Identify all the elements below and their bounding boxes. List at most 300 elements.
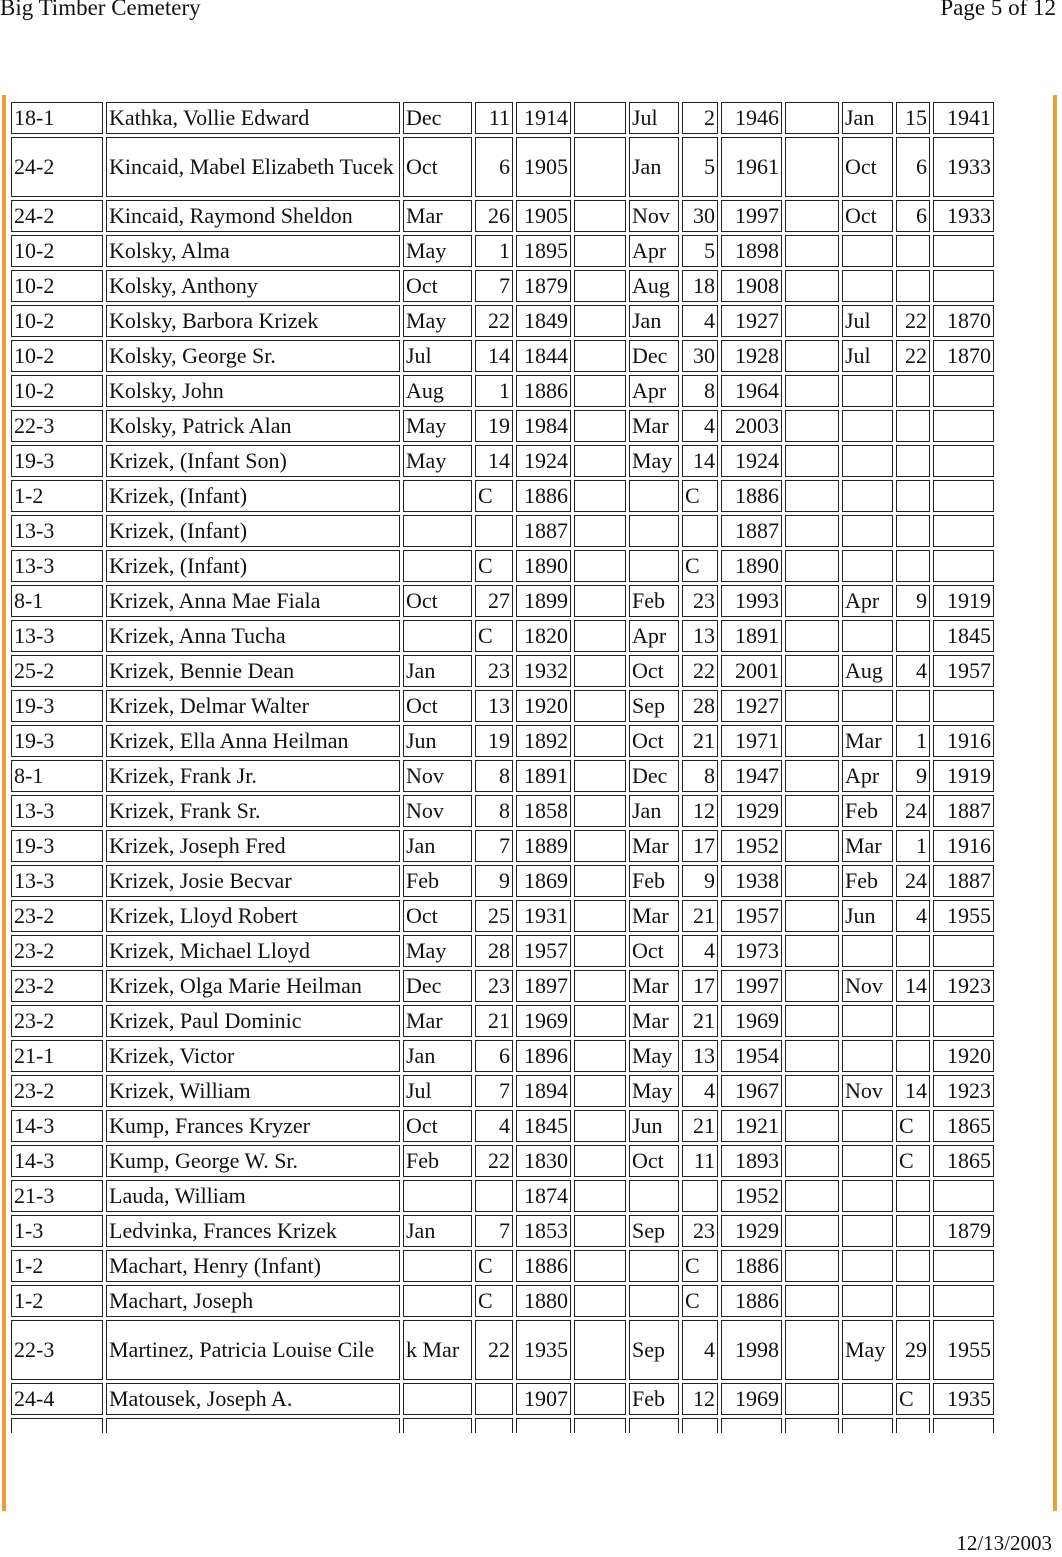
name-cell: Krizek, Michael Lloyd <box>106 935 400 967</box>
death-year-cell: 1924 <box>721 445 782 477</box>
name-cell: Martinez, Patricia Louise Cile <box>106 1320 400 1380</box>
marriage-year-cell: 1919 <box>933 585 994 617</box>
death-month-cell: Feb <box>629 585 679 617</box>
marriage-year-cell: 1870 <box>933 305 994 337</box>
marriage-day-cell: 1 <box>896 830 930 862</box>
plot-cell: 10-2 <box>11 235 103 267</box>
death-month-cell: Mar <box>629 1005 679 1037</box>
birth-month-cell: Jun <box>403 725 472 757</box>
table-row <box>11 550 994 582</box>
marriage-year-cell <box>933 515 994 547</box>
table-row <box>11 830 994 862</box>
death-month-cell: Jan <box>629 137 679 197</box>
marriage-year-cell: 1919 <box>933 760 994 792</box>
marriage-day-cell <box>896 1180 930 1212</box>
birth-month-cell <box>403 480 472 512</box>
death-year-cell: 1973 <box>721 935 782 967</box>
marriage-day-cell: C <box>896 1145 930 1177</box>
spacer-cell <box>785 515 839 547</box>
death-day-cell: C <box>682 550 718 582</box>
birth-year-cell: 1932 <box>516 655 571 687</box>
spacer-cell <box>785 795 839 827</box>
birth-day-cell: 26 <box>475 200 513 232</box>
spacer-cell <box>785 305 839 337</box>
table-row <box>11 445 994 477</box>
name-cell: Matousek, Joseph A. <box>106 1383 400 1415</box>
birth-month-cell: Dec <box>403 970 472 1002</box>
death-day-cell: 22 <box>682 655 718 687</box>
marriage-year-cell: 1865 <box>933 1145 994 1177</box>
plot-cell: 23-2 <box>11 900 103 932</box>
birth-year-cell: 1880 <box>516 1285 571 1317</box>
death-day-cell <box>682 1180 718 1212</box>
plot-cell: 22-3 <box>11 1320 103 1380</box>
death-year-cell: 1890 <box>721 550 782 582</box>
marriage-year-cell <box>933 375 994 407</box>
death-month-cell: Feb <box>629 1383 679 1415</box>
birth-day-cell: 14 <box>475 340 513 372</box>
name-cell: Kolsky, George Sr. <box>106 340 400 372</box>
death-day-cell: 13 <box>682 620 718 652</box>
plot-cell: 13-3 <box>11 865 103 897</box>
spacer-cell <box>574 795 626 827</box>
death-month-cell: Apr <box>629 620 679 652</box>
birth-year-cell: 1905 <box>516 200 571 232</box>
spacer-cell <box>785 690 839 722</box>
marriage-year-cell <box>933 270 994 302</box>
death-month-cell: Sep <box>629 1320 679 1380</box>
birth-year-cell: 1849 <box>516 305 571 337</box>
name-cell: Krizek, (Infant Son) <box>106 445 400 477</box>
birth-year-cell: 1886 <box>516 375 571 407</box>
table-row <box>11 235 994 267</box>
death-year-cell: 1927 <box>721 305 782 337</box>
plot-cell: 24-2 <box>11 137 103 197</box>
birth-month-cell: Nov <box>403 760 472 792</box>
birth-year-cell: 1845 <box>516 1110 571 1142</box>
spacer-cell <box>574 690 626 722</box>
death-day-cell: 11 <box>682 1145 718 1177</box>
birth-year-cell: 1897 <box>516 970 571 1002</box>
spacer-cell <box>785 1215 839 1247</box>
spacer-cell <box>574 137 626 197</box>
name-cell: Krizek, Bennie Dean <box>106 655 400 687</box>
plot-cell: 10-2 <box>11 340 103 372</box>
birth-day-cell: 6 <box>475 137 513 197</box>
birth-year-cell: 1957 <box>516 935 571 967</box>
name-cell: Krizek, Victor <box>106 1040 400 1072</box>
death-year-cell: 1961 <box>721 137 782 197</box>
spacer-cell <box>785 585 839 617</box>
marriage-month-cell <box>842 620 893 652</box>
marriage-year-cell: 1887 <box>933 795 994 827</box>
marriage-month-cell: Nov <box>842 1075 893 1107</box>
spacer-cell <box>785 865 839 897</box>
table-row <box>11 410 994 442</box>
spacer-cell <box>574 760 626 792</box>
plot-cell: 18-1 <box>11 102 103 134</box>
spacer-cell <box>574 1285 626 1317</box>
death-day-cell: 14 <box>682 445 718 477</box>
death-month-cell <box>629 480 679 512</box>
spacer-cell <box>785 1005 839 1037</box>
marriage-year-cell: 1955 <box>933 900 994 932</box>
spacer-cell <box>574 655 626 687</box>
marriage-year-cell <box>933 235 994 267</box>
death-day-cell: 21 <box>682 725 718 757</box>
spacer-cell <box>785 760 839 792</box>
name-cell: Kump, Frances Kryzer <box>106 1110 400 1142</box>
marriage-day-cell <box>896 410 930 442</box>
marriage-day-cell <box>896 1040 930 1072</box>
marriage-day-cell: 22 <box>896 305 930 337</box>
death-year-cell: 1957 <box>721 900 782 932</box>
plot-cell: 13-3 <box>11 795 103 827</box>
marriage-day-cell <box>896 235 930 267</box>
marriage-month-cell <box>842 235 893 267</box>
birth-year-cell: 1984 <box>516 410 571 442</box>
spacer-cell <box>574 1110 626 1142</box>
birth-year-cell: 1920 <box>516 690 571 722</box>
spacer-cell <box>785 725 839 757</box>
plot-cell: 23-2 <box>11 935 103 967</box>
marriage-year-cell: 1887 <box>933 865 994 897</box>
death-month-cell: Nov <box>629 200 679 232</box>
birth-day-cell: C <box>475 550 513 582</box>
death-year-cell: 1964 <box>721 375 782 407</box>
marriage-month-cell: Oct <box>842 137 893 197</box>
birth-day-cell: 27 <box>475 585 513 617</box>
birth-month-cell: Oct <box>403 270 472 302</box>
marriage-day-cell: 4 <box>896 900 930 932</box>
birth-month-cell <box>403 1180 472 1212</box>
name-cell: Kolsky, Anthony <box>106 270 400 302</box>
plot-cell: 13-3 <box>11 550 103 582</box>
marriage-month-cell: Jun <box>842 900 893 932</box>
plot-cell: 23-2 <box>11 970 103 1002</box>
plot-cell: 14-3 <box>11 1110 103 1142</box>
marriage-year-cell: 1845 <box>933 620 994 652</box>
name-cell: Krizek, Ella Anna Heilman <box>106 725 400 757</box>
death-year-cell: 1997 <box>721 970 782 1002</box>
table-row <box>11 585 994 617</box>
marriage-day-cell: C <box>896 1110 930 1142</box>
birth-day-cell: 11 <box>475 102 513 134</box>
birth-year-cell: 1869 <box>516 865 571 897</box>
death-day-cell <box>682 515 718 547</box>
birth-month-cell: Oct <box>403 690 472 722</box>
birth-year-cell: 1907 <box>516 1383 571 1415</box>
birth-month-cell: Jan <box>403 655 472 687</box>
marriage-day-cell: 24 <box>896 865 930 897</box>
birth-year-cell: 1931 <box>516 900 571 932</box>
death-day-cell <box>682 1418 718 1433</box>
spacer-cell <box>785 137 839 197</box>
name-cell: Krizek, Anna Tucha <box>106 620 400 652</box>
marriage-month-cell: Mar <box>842 830 893 862</box>
birth-month-cell: May <box>403 410 472 442</box>
name-cell <box>106 1418 400 1433</box>
marriage-year-cell: 1916 <box>933 725 994 757</box>
plot-cell: 8-1 <box>11 585 103 617</box>
marriage-month-cell: Jul <box>842 305 893 337</box>
spacer-cell <box>574 1145 626 1177</box>
birth-month-cell: Aug <box>403 375 472 407</box>
birth-month-cell: Jan <box>403 1215 472 1247</box>
name-cell: Kathka, Vollie Edward <box>106 102 400 134</box>
marriage-day-cell <box>896 445 930 477</box>
spacer-cell <box>574 515 626 547</box>
marriage-day-cell <box>896 1005 930 1037</box>
table-row <box>11 270 994 302</box>
marriage-year-cell: 1865 <box>933 1110 994 1142</box>
birth-month-cell: Dec <box>403 102 472 134</box>
plot-cell: 14-3 <box>11 1145 103 1177</box>
death-year-cell: 1908 <box>721 270 782 302</box>
birth-day-cell: 21 <box>475 1005 513 1037</box>
death-day-cell: 13 <box>682 1040 718 1072</box>
plot-cell: 1-3 <box>11 1215 103 1247</box>
table-row <box>11 200 994 232</box>
birth-month-cell <box>403 515 472 547</box>
plot-cell: 21-3 <box>11 1180 103 1212</box>
spacer-cell <box>785 1383 839 1415</box>
death-month-cell: Feb <box>629 865 679 897</box>
death-year-cell: 1886 <box>721 1250 782 1282</box>
marriage-year-cell: 1870 <box>933 340 994 372</box>
marriage-day-cell: 1 <box>896 725 930 757</box>
spacer-cell <box>574 1040 626 1072</box>
marriage-month-cell <box>842 1250 893 1282</box>
plot-cell: 21-1 <box>11 1040 103 1072</box>
marriage-month-cell <box>842 445 893 477</box>
marriage-month-cell: Jan <box>842 102 893 134</box>
death-year-cell: 1928 <box>721 340 782 372</box>
name-cell: Krizek, Anna Mae Fiala <box>106 585 400 617</box>
death-month-cell: Mar <box>629 900 679 932</box>
spacer-cell <box>785 935 839 967</box>
table-row <box>11 1215 994 1247</box>
marriage-month-cell <box>842 1215 893 1247</box>
birth-year-cell: 1894 <box>516 1075 571 1107</box>
birth-day-cell: 14 <box>475 445 513 477</box>
death-month-cell: Mar <box>629 410 679 442</box>
marriage-month-cell: Feb <box>842 865 893 897</box>
birth-month-cell: Mar <box>403 1005 472 1037</box>
birth-day-cell: 22 <box>475 1145 513 1177</box>
name-cell: Krizek, (Infant) <box>106 550 400 582</box>
death-day-cell: 4 <box>682 935 718 967</box>
marriage-month-cell: Oct <box>842 200 893 232</box>
name-cell: Krizek, Joseph Fred <box>106 830 400 862</box>
plot-cell: 1-2 <box>11 1285 103 1317</box>
death-day-cell: 5 <box>682 137 718 197</box>
marriage-month-cell <box>842 1145 893 1177</box>
death-year-cell <box>721 1418 782 1433</box>
death-day-cell: C <box>682 1285 718 1317</box>
spacer-cell <box>785 1075 839 1107</box>
plot-cell: 23-2 <box>11 1075 103 1107</box>
death-month-cell: Apr <box>629 375 679 407</box>
spacer-cell <box>785 102 839 134</box>
death-month-cell: Jul <box>629 102 679 134</box>
marriage-year-cell: 1933 <box>933 200 994 232</box>
death-day-cell: 5 <box>682 235 718 267</box>
birth-day-cell: C <box>475 1285 513 1317</box>
marriage-year-cell <box>933 445 994 477</box>
spacer-cell <box>785 1040 839 1072</box>
death-year-cell: 1967 <box>721 1075 782 1107</box>
table-row <box>11 1005 994 1037</box>
marriage-day-cell <box>896 620 930 652</box>
name-cell: Krizek, Olga Marie Heilman <box>106 970 400 1002</box>
print-date: 12/13/2003 <box>956 1531 1052 1555</box>
marriage-day-cell: 24 <box>896 795 930 827</box>
marriage-month-cell <box>842 1005 893 1037</box>
name-cell: Kincaid, Raymond Sheldon <box>106 200 400 232</box>
marriage-year-cell: 1935 <box>933 1383 994 1415</box>
spacer-cell <box>785 1320 839 1380</box>
table-row <box>11 935 994 967</box>
spacer-cell <box>574 1075 626 1107</box>
spacer-cell <box>574 1180 626 1212</box>
marriage-year-cell: 1923 <box>933 1075 994 1107</box>
death-month-cell: Oct <box>629 725 679 757</box>
marriage-month-cell: Feb <box>842 795 893 827</box>
birth-day-cell: 22 <box>475 1320 513 1380</box>
marriage-year-cell <box>933 1418 994 1433</box>
spacer-cell <box>574 900 626 932</box>
marriage-month-cell <box>842 270 893 302</box>
marriage-month-cell <box>842 550 893 582</box>
plot-cell: 19-3 <box>11 690 103 722</box>
name-cell: Lauda, William <box>106 1180 400 1212</box>
burial-register-table <box>8 99 997 1436</box>
death-year-cell: 1898 <box>721 235 782 267</box>
table-row <box>11 305 994 337</box>
death-month-cell: May <box>629 1075 679 1107</box>
marriage-day-cell <box>896 550 930 582</box>
birth-year-cell: 1899 <box>516 585 571 617</box>
marriage-month-cell <box>842 375 893 407</box>
name-cell: Kolsky, Barbora Krizek <box>106 305 400 337</box>
marriage-day-cell <box>896 1215 930 1247</box>
death-year-cell: 1886 <box>721 480 782 512</box>
record-frame <box>2 95 1057 1511</box>
spacer-cell <box>574 830 626 862</box>
death-year-cell: 1927 <box>721 690 782 722</box>
birth-month-cell: Jan <box>403 830 472 862</box>
table-row <box>11 900 994 932</box>
spacer-cell <box>785 480 839 512</box>
marriage-day-cell: 14 <box>896 1075 930 1107</box>
birth-day-cell <box>475 1180 513 1212</box>
birth-day-cell: 7 <box>475 830 513 862</box>
birth-year-cell: 1969 <box>516 1005 571 1037</box>
spacer-cell <box>785 1110 839 1142</box>
name-cell: Kolsky, Alma <box>106 235 400 267</box>
birth-month-cell <box>403 1250 472 1282</box>
death-year-cell: 1969 <box>721 1383 782 1415</box>
birth-year-cell: 1935 <box>516 1320 571 1380</box>
table-row <box>11 725 994 757</box>
marriage-day-cell <box>896 935 930 967</box>
spacer-cell <box>574 102 626 134</box>
spacer-cell <box>785 410 839 442</box>
death-year-cell: 2003 <box>721 410 782 442</box>
marriage-month-cell: Apr <box>842 585 893 617</box>
spacer-cell <box>574 935 626 967</box>
spacer-cell <box>785 1285 839 1317</box>
death-year-cell: 1891 <box>721 620 782 652</box>
death-day-cell: 17 <box>682 830 718 862</box>
marriage-month-cell <box>842 1418 893 1433</box>
death-year-cell: 1952 <box>721 1180 782 1212</box>
spacer-cell <box>574 1418 626 1433</box>
marriage-month-cell <box>842 480 893 512</box>
marriage-month-cell: Mar <box>842 725 893 757</box>
register-rows <box>11 102 994 1433</box>
birth-month-cell: Jul <box>403 1075 472 1107</box>
death-day-cell: 21 <box>682 900 718 932</box>
birth-month-cell: May <box>403 935 472 967</box>
marriage-day-cell: 4 <box>896 655 930 687</box>
spacer-cell <box>574 270 626 302</box>
plot-cell: 19-3 <box>11 725 103 757</box>
table-row <box>11 865 994 897</box>
death-day-cell: 2 <box>682 102 718 134</box>
marriage-year-cell: 1879 <box>933 1215 994 1247</box>
table-row <box>11 690 994 722</box>
death-month-cell: Sep <box>629 1215 679 1247</box>
marriage-year-cell: 1955 <box>933 1320 994 1380</box>
death-year-cell: 1921 <box>721 1110 782 1142</box>
name-cell: Krizek, William <box>106 1075 400 1107</box>
birth-month-cell: Feb <box>403 865 472 897</box>
table-row <box>11 1285 994 1317</box>
spacer-cell <box>785 550 839 582</box>
death-year-cell: 1993 <box>721 585 782 617</box>
death-month-cell: Dec <box>629 340 679 372</box>
marriage-year-cell: 1920 <box>933 1040 994 1072</box>
plot-cell: 10-2 <box>11 305 103 337</box>
marriage-month-cell: May <box>842 1320 893 1380</box>
spacer-cell <box>574 1215 626 1247</box>
marriage-year-cell <box>933 1250 994 1282</box>
plot-cell: 23-2 <box>11 1005 103 1037</box>
table-row <box>11 970 994 1002</box>
birth-day-cell: C <box>475 480 513 512</box>
birth-month-cell: Oct <box>403 1110 472 1142</box>
birth-year-cell: 1914 <box>516 102 571 134</box>
spacer-cell <box>785 1180 839 1212</box>
spacer-cell <box>574 200 626 232</box>
birth-day-cell: 4 <box>475 1110 513 1142</box>
birth-day-cell: 19 <box>475 410 513 442</box>
marriage-day-cell <box>896 690 930 722</box>
birth-month-cell: Nov <box>403 795 472 827</box>
marriage-year-cell <box>933 935 994 967</box>
death-year-cell: 1946 <box>721 102 782 134</box>
spacer-cell <box>785 270 839 302</box>
death-day-cell: 4 <box>682 1320 718 1380</box>
birth-month-cell: Oct <box>403 137 472 197</box>
marriage-day-cell: C <box>896 1383 930 1415</box>
spacer-cell <box>785 445 839 477</box>
table-row <box>11 480 994 512</box>
marriage-month-cell <box>842 410 893 442</box>
birth-year-cell: 1892 <box>516 725 571 757</box>
